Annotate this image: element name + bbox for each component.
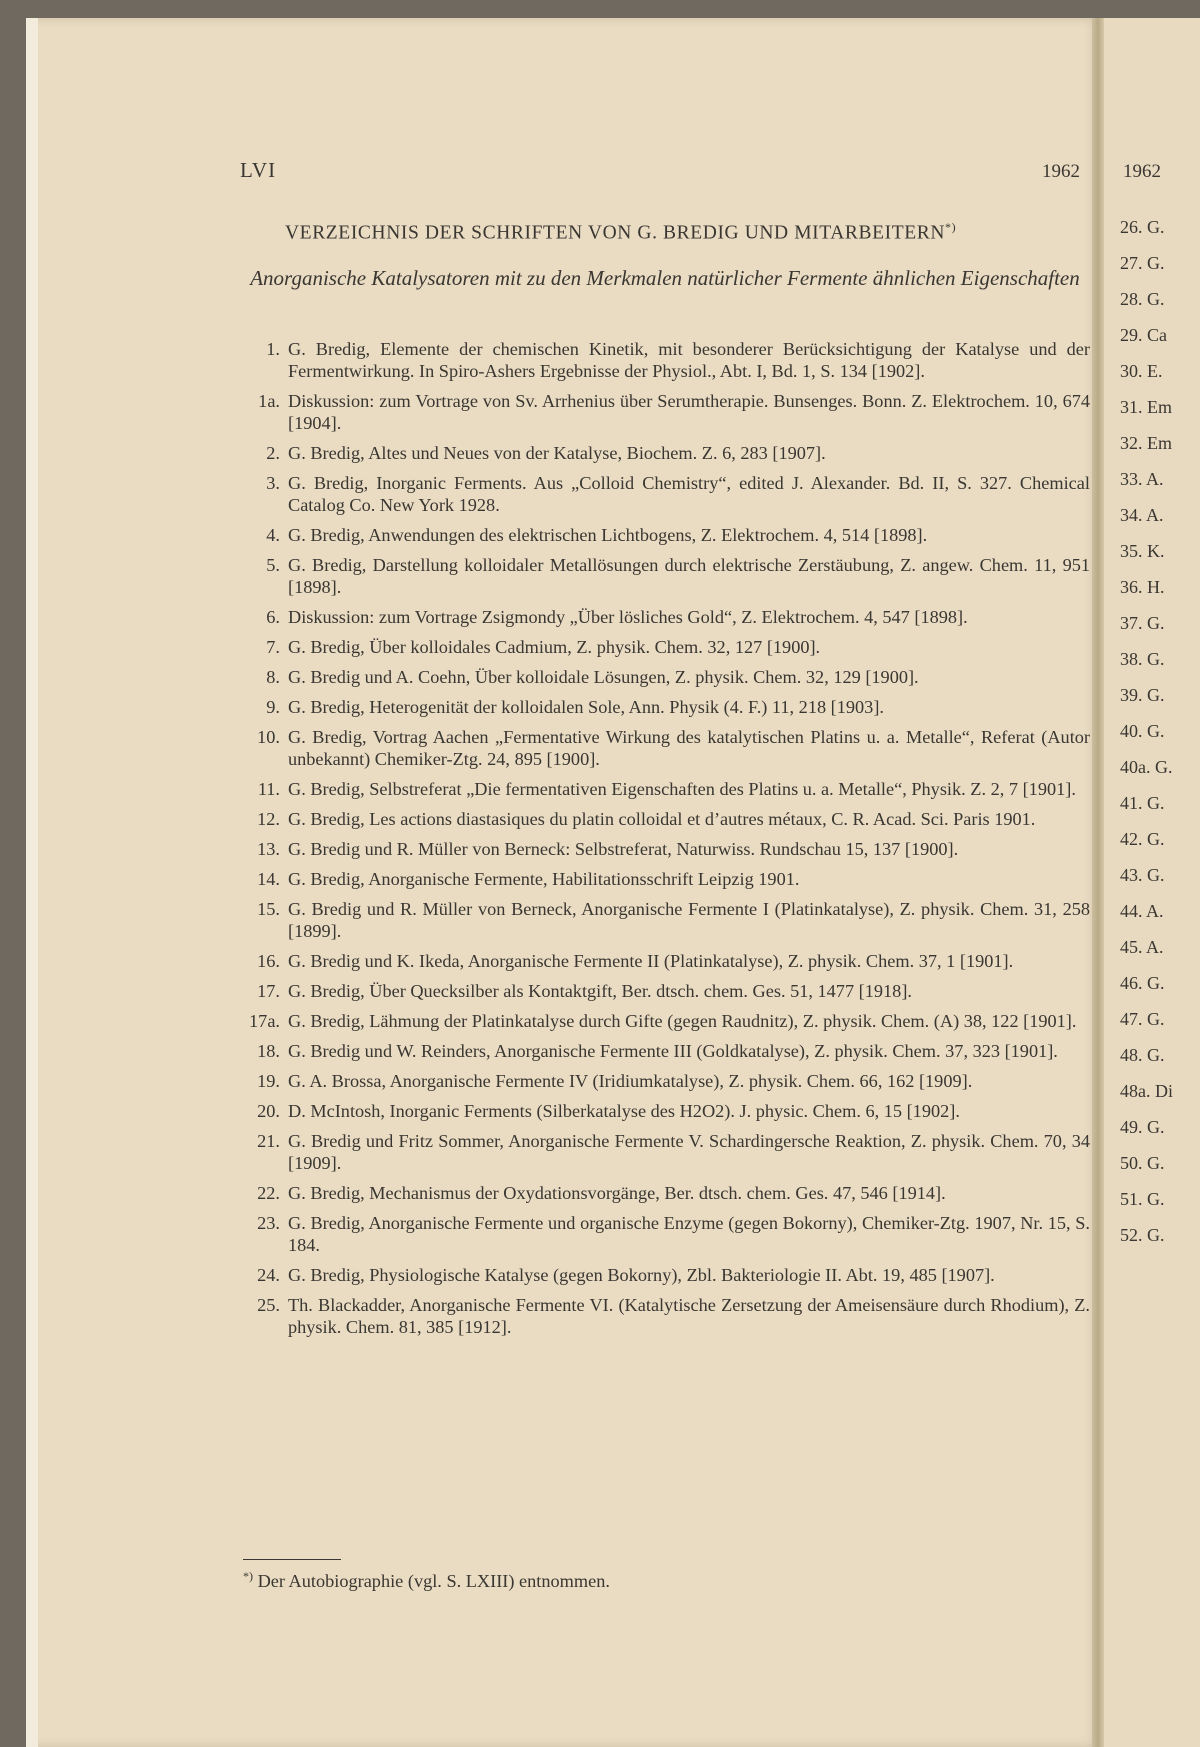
right-page-list (1120, 216, 1200, 1260)
entry-number: 3. (266, 473, 280, 493)
entry-text: G. Bredig, Elemente der chemischen Kinetik, mit besonderer Berücksichtigung der Katalyse und der Fermentwirkung. In Spiro-Ashers Ergebnisse der Physiol., Abt. I, Bd. 1, S. 134 [1902]. (288, 339, 1090, 381)
right-list-item: 51. G. (1120, 1189, 1165, 1209)
section-subtitle: Anorganische Katalysatoren mit zu den Merkmalen natürlicher Fermente ähnlichen Eigenschaften (250, 266, 1080, 290)
right-list-item: 33. A. (1120, 469, 1164, 489)
list-item (240, 1212, 1090, 1256)
list-item (240, 472, 1090, 516)
list-item (240, 1264, 1090, 1286)
list-item (240, 898, 1090, 942)
right-list-item: 27. G. (1120, 253, 1165, 273)
footnote-mark: *) (243, 1569, 253, 1583)
entry-text: G. Bredig, Anorganische Fermente, Habilitationsschrift Leipzig 1901. (288, 869, 800, 889)
right-list-item: 37. G. (1120, 613, 1165, 633)
right-list-item: 42. G. (1120, 829, 1165, 849)
right-list-item: 31. Em (1120, 397, 1172, 417)
right-list-item: 49. G. (1120, 1117, 1165, 1137)
right-list-item: 45. A. (1120, 937, 1164, 957)
list-item (240, 1070, 1090, 1092)
right-list-item: 36. H. (1120, 577, 1165, 597)
entry-number: 10. (257, 727, 280, 747)
entry-text: G. Bredig und K. Ikeda, Anorganische Fermente II (Platinkatalyse), Z. physik. Chem. 37, 1 [1901]. (288, 951, 1014, 971)
entry-number: 12. (257, 809, 280, 829)
entry-number: 13. (257, 839, 280, 859)
entry-number: 9. (266, 697, 280, 717)
entry-text: G. Bredig, Lähmung der Platinkatalyse durch Gifte (gegen Raudnitz), Z. physik. Chem. (A) 38, 122 [1901]. (288, 1011, 1077, 1031)
list-item (240, 524, 1090, 546)
list-item (240, 390, 1090, 434)
right-list-item: 28. G. (1120, 289, 1165, 309)
entry-text: Diskussion: zum Vortrage Zsigmondy „Über lösliches Gold“, Z. Elektrochem. 4, 547 [1898]. (288, 607, 968, 627)
footnote (243, 1569, 610, 1592)
entry-text: G. Bredig und Fritz Sommer, Anorganische Fermente V. Schardingersche Reaktion, Z. physik. Chem. 70, 34 [1909]. (288, 1131, 1090, 1173)
entry-text: G. Bredig, Heterogenität der kolloidalen Sole, Ann. Physik (4. F.) 11, 218 [1903]. (288, 697, 884, 717)
list-item (240, 442, 1090, 464)
entry-number: 16. (257, 951, 280, 971)
entry-number: 18. (257, 1041, 280, 1061)
entry-text: G. Bredig und R. Müller von Berneck: Selbstreferat, Naturwiss. Rundschau 15, 137 [1900]. (288, 839, 959, 859)
book-gutter (1092, 18, 1104, 1747)
entry-number: 17a. (249, 1011, 280, 1031)
list-item (240, 636, 1090, 658)
entry-number: 6. (266, 607, 280, 627)
entry-number: 22. (257, 1183, 280, 1203)
right-list-item: 43. G. (1120, 865, 1165, 885)
right-list-item: 50. G. (1120, 1153, 1165, 1173)
entry-text: G. Bredig, Über kolloidales Cadmium, Z. physik. Chem. 32, 127 [1900]. (288, 637, 821, 657)
list-item (240, 1040, 1090, 1062)
list-item (240, 1010, 1090, 1032)
list-item (240, 980, 1090, 1002)
right-list-item: 40a. G. (1120, 757, 1173, 777)
entry-text: G. Bredig und A. Coehn, Über kolloidale Lösungen, Z. physik. Chem. 32, 129 [1900]. (288, 667, 919, 687)
page-title (285, 220, 1085, 245)
entry-number: 11. (257, 779, 280, 799)
entry-text: G. Bredig, Inorganic Ferments. Aus „Colloid Chemistry“, edited J. Alexander. Bd. II, S. 327. Chemical Catalog Co. New York 1928. (288, 473, 1090, 515)
entry-number: 19. (257, 1071, 280, 1091)
entry-number: 25. (257, 1295, 280, 1315)
entry-text: G. A. Brossa, Anorganische Fermente IV (Iridiumkatalyse), Z. physik. Chem. 66, 162 [1909]. (288, 1071, 973, 1091)
footnote-divider (243, 1559, 341, 1560)
entry-number: 21. (257, 1131, 280, 1151)
entry-text: G. Bredig, Altes und Neues von der Katalyse, Biochem. Z. 6, 283 [1907]. (288, 443, 826, 463)
list-item (240, 778, 1090, 800)
title-text: VERZEICHNIS DER SCHRIFTEN VON G. BREDIG UND MITARBEITERN (285, 222, 946, 244)
right-page-year: 1962 (1123, 161, 1161, 182)
list-item (240, 554, 1090, 598)
entry-text: Th. Blackadder, Anorganische Fermente VI. (Katalytische Zersetzung der Ameisensäure durch Rhodium), Z. physik. Chem. 81, 385 [1912]. (288, 1295, 1090, 1337)
entry-text: G. Bredig, Über Quecksilber als Kontaktgift, Ber. dtsch. chem. Ges. 51, 1477 [1918]. (288, 981, 912, 1001)
list-item (240, 950, 1090, 972)
entry-text: G. Bredig, Physiologische Katalyse (gegen Bokorny), Zbl. Bakteriologie II. Abt. 19, 485 [1907]. (288, 1265, 995, 1285)
page-year: 1962 (1042, 161, 1080, 182)
entry-number: 2. (266, 443, 280, 463)
entry-text: G. Bredig, Darstellung kolloidaler Metallösungen durch elektrische Zerstäubung, Z. angew. Chem. 11, 951 [1898]. (288, 555, 1090, 597)
entry-number: 23. (257, 1213, 280, 1233)
entry-number: 1. (266, 339, 280, 359)
entry-number: 17. (257, 981, 280, 1001)
right-list-item: 30. E. (1120, 361, 1163, 381)
list-item (240, 838, 1090, 860)
right-list-item: 40. G. (1120, 721, 1165, 741)
right-list-item: 35. K. (1120, 541, 1165, 561)
entry-number: 7. (266, 637, 280, 657)
entry-number: 14. (257, 869, 280, 889)
entry-number: 15. (257, 899, 280, 919)
entry-number: 24. (257, 1265, 280, 1285)
list-item (240, 808, 1090, 830)
list-item (240, 1130, 1090, 1174)
entry-text: G. Bredig, Anwendungen des elektrischen Lichtbogens, Z. Elektrochem. 4, 514 [1898]. (288, 525, 928, 545)
right-list-item: 46. G. (1120, 973, 1165, 993)
entry-number: 5. (266, 555, 280, 575)
list-item (240, 1182, 1090, 1204)
entry-text: D. McIntosh, Inorganic Ferments (Silberkatalyse des H2O2). J. physic. Chem. 6, 15 [1902]. (288, 1101, 960, 1121)
list-item (240, 1294, 1090, 1338)
entry-number: 1a. (258, 391, 280, 411)
title-footnote-mark: *) (945, 220, 957, 234)
page-number: LVI (240, 158, 277, 182)
right-list-item: 47. G. (1120, 1009, 1165, 1029)
right-list-item: 34. A. (1120, 505, 1164, 525)
page-edge (26, 18, 38, 1747)
bibliography-list (240, 338, 1090, 1346)
list-item (240, 696, 1090, 718)
entry-number: 8. (266, 667, 280, 687)
list-item (240, 726, 1090, 770)
list-item (240, 338, 1090, 382)
entry-text: G. Bredig, Anorganische Fermente und organische Enzyme (gegen Bokorny), Chemiker-Ztg. 1907, Nr. 15, S. 184. (288, 1213, 1090, 1255)
entry-text: G. Bredig, Selbstreferat „Die fermentativen Eigenschaften des Platins u. a. Metalle“, Physik. Z. 2, 7 [1901]. (288, 779, 1076, 799)
right-list-item: 48a. Di (1120, 1081, 1173, 1101)
entry-text: G. Bredig, Les actions diastasiques du platin colloidal et d’autres métaux, C. R. Acad. Sci. Paris 1901. (288, 809, 1036, 829)
entry-number: 4. (266, 525, 280, 545)
entry-text: G. Bredig und R. Müller von Berneck, Anorganische Fermente I (Platinkatalyse), Z. physik. Chem. 31, 258 [1899]. (288, 899, 1090, 941)
entry-number: 20. (257, 1101, 280, 1121)
list-item (240, 606, 1090, 628)
entry-text: G. Bredig, Vortrag Aachen „Fermentative Wirkung des katalytischen Platins u. a. Metalle“, Referat (Autor unbekannt) Chemiker-Ztg. 24, 895 [1900]. (288, 727, 1090, 769)
right-list-item: 39. G. (1120, 685, 1165, 705)
right-list-item: 52. G. (1120, 1225, 1165, 1245)
list-item (240, 666, 1090, 688)
right-list-item: 44. A. (1120, 901, 1164, 921)
right-list-item: 32. Em (1120, 433, 1172, 453)
right-list-item: 38. G. (1120, 649, 1165, 669)
entry-text: G. Bredig, Mechanismus der Oxydationsvorgänge, Ber. dtsch. chem. Ges. 47, 546 [1914]. (288, 1183, 946, 1203)
right-list-item: 41. G. (1120, 793, 1165, 813)
list-item (240, 1100, 1090, 1122)
list-item (240, 868, 1090, 890)
entry-text: G. Bredig und W. Reinders, Anorganische Fermente III (Goldkatalyse), Z. physik. Chem. 37, 323 [1901]. (288, 1041, 1058, 1061)
right-list-item: 26. G. (1120, 217, 1165, 237)
footnote-text: Der Autobiographie (vgl. S. LXIII) entnommen. (257, 1571, 610, 1592)
entry-text: Diskussion: zum Vortrage von Sv. Arrhenius über Serumtherapie. Bunsenges. Bonn. Z. Elektrochem. 10, 674 [1904]. (288, 391, 1090, 433)
right-list-item: 29. Ca (1120, 325, 1167, 345)
right-list-item: 48. G. (1120, 1045, 1165, 1065)
